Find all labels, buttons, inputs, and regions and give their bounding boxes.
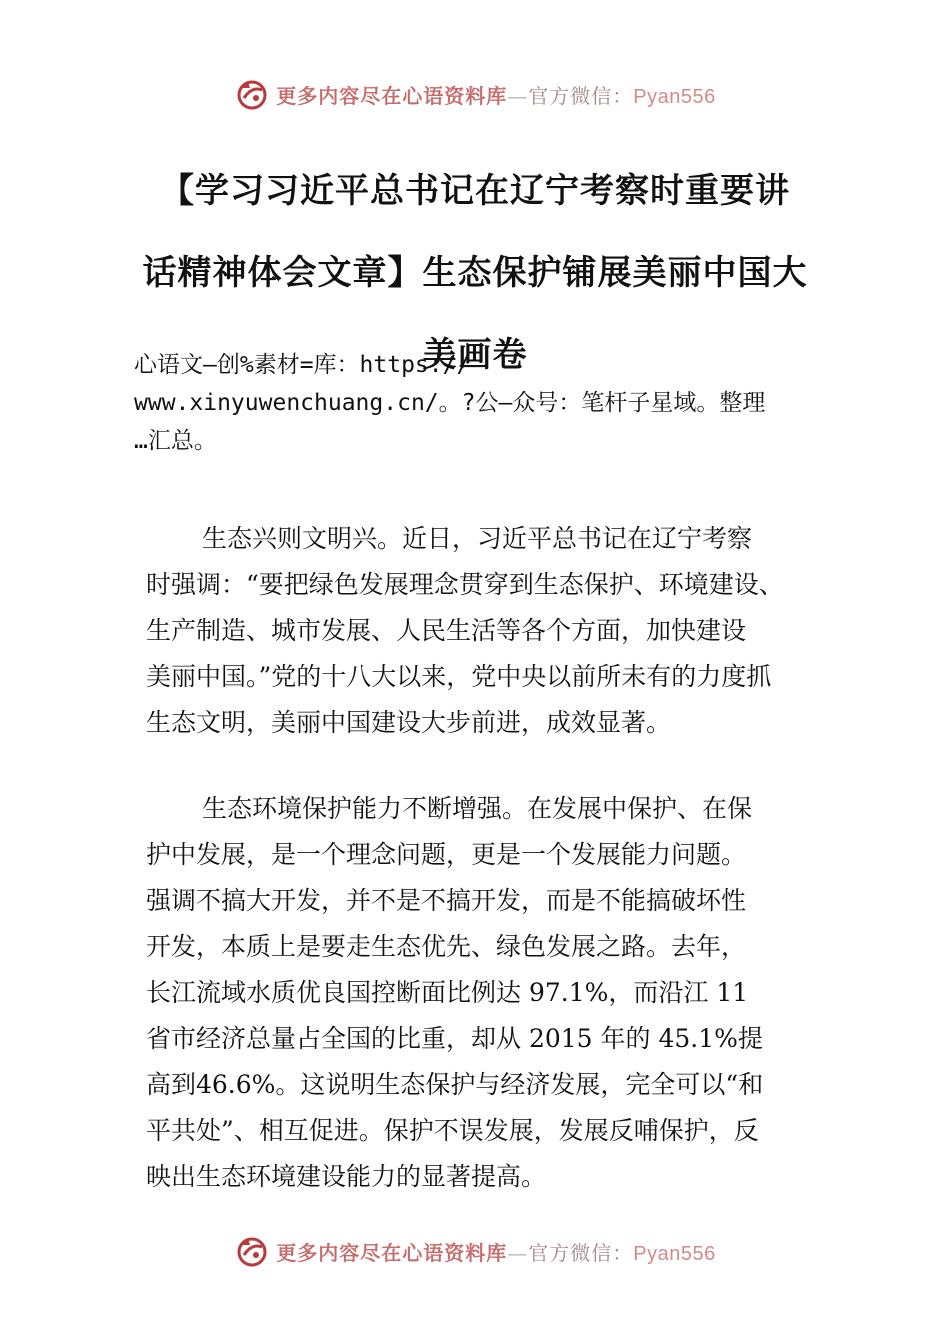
paragraph-line: 强调不搞大开发，并不是不搞开发，而是不能搞破坏性 [146, 886, 747, 915]
paragraph-line: 省市经济总量占全国的比重，却从 2015 年的 45.1%提 [146, 1024, 763, 1053]
source-line-1: 心语文—创%素材=库：https:// [134, 352, 471, 378]
banner-site-text: 更多内容尽在心语资料库 [276, 1240, 508, 1265]
paragraph-line: 平共处”、相互促进。保护不误发展，发展反哺保护，反 [146, 1116, 759, 1145]
paragraph-2 [146, 786, 826, 1200]
paragraph-1 [146, 516, 826, 746]
banner-text [276, 80, 715, 109]
title-line-1: 【学习习近平总书记在辽宁考察时重要讲 [160, 171, 790, 211]
source-line-2: www.xinyuwenchuang.cn/。?公—众号：笔杆子星域。整理 [134, 390, 766, 416]
paragraph-line: 时强调：“要把绿色发展理念贯穿到生态保护、环境建设、 [146, 570, 784, 599]
banner-contact-value: Pyan556 [633, 1242, 716, 1265]
paragraph-line: 长江流域水质优良国控断面比例达 97.1%，而沿江 11 [146, 978, 749, 1007]
footer-banner [0, 1229, 950, 1273]
paragraph-line: 高到46.6%。这说明生态保护与经济发展，完全可以“和 [146, 1070, 764, 1099]
title-line-2: 话精神体会文章】生态保护铺展美丽中国大 [142, 253, 808, 293]
source-note [134, 346, 834, 460]
paragraph-line: 生态文明，美丽中国建设大步前进，成效显著。 [146, 708, 672, 737]
banner-contact-label: 官方微信： [528, 1240, 634, 1265]
source-line-3: …汇总。 [134, 428, 217, 454]
paragraph-line: 生态环境保护能力不断增强。在发展中保护、在保 [202, 794, 753, 823]
banner-contact-value: Pyan556 [633, 85, 716, 108]
brand-logo-icon [234, 76, 270, 112]
brand-logo-icon [234, 1233, 270, 1269]
paragraph-line: 生产制造、城市发展、人民生活等各个方面，加快建设 [146, 616, 747, 645]
banner-text [276, 1237, 715, 1266]
banner-site-text: 更多内容尽在心语资料库 [276, 83, 508, 108]
paragraph-line: 护中发展，是一个理念问题，更是一个发展能力问题。 [146, 840, 747, 869]
paragraph-line: 映出生态环境建设能力的显著提高。 [146, 1162, 547, 1191]
paragraph-line: 开发，本质上是要走生态优先、绿色发展之路。去年， [146, 932, 747, 961]
header-banner [0, 72, 950, 116]
paragraph-line: 美丽中国。”党的十八大以来，党中央以前所未有的力度抓 [146, 662, 772, 691]
banner-contact-label: 官方微信： [528, 83, 634, 108]
banner-separator: — [507, 1240, 529, 1265]
title-line-3: 美画卷 [422, 335, 528, 375]
banner-separator: — [507, 83, 529, 108]
paragraph-line: 生态兴则文明兴。近日，习近平总书记在辽宁考察 [202, 524, 753, 553]
